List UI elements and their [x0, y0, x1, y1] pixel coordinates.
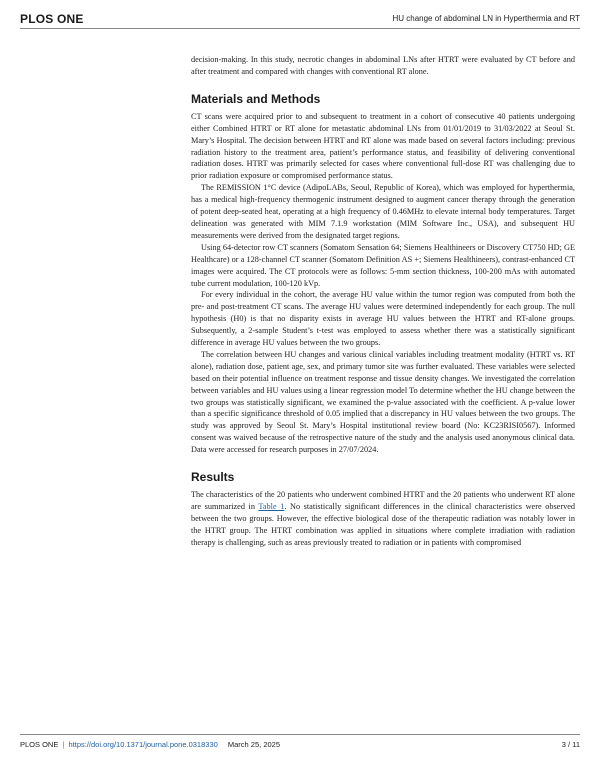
methods-paragraph-5: The correlation between HU changes and various clinical variables including treatment modality (HTRT vs. RT alone), radiation dose, patient age, sex, and primary tumor site was further evaluated. These variables were selected based on their potential influence on treatment response and tissue density changes. We investigated the correlation between variables and HU values using a linear regression model To determine whether the HU change between the two groups was statistically significant, we examined the p-value associated with the coefficient. A p-value lower than a specific significance threshold of 0.05 implied that a discrepancy in HU values between the two groups. The study was approved by Seoul St. Mary’s Hospital institutional review board (No: KC23RISI0567). Informed consent was waived because of the retrospective nature of the study and the analysis used anonymous clinical data. Data were accessed for research purposes in 27/07/2024. [191, 349, 575, 455]
intro-paragraph-tail: decision-making. In this study, necrotic changes in abdominal LNs after HTRT were evaluated by CT before and after treatment and compared with changes with conventional RT alone. [191, 55, 575, 76]
footer-citation [20, 740, 280, 749]
methods-paragraph-1: CT scans were acquired prior to and subsequent to treatment in a cohort of consecutive 40 patients undergoing either Combined HTRT or RT alone for metastatic abdominal LNs from 01/01/2019 to 31/03/2022 at Seoul St. Mary’s Hospital. The decision between HTRT and RT alone was made based on several factors including: previous radiation history to the treatment area, patient’s performance status, and feasibility of delivering conventional radiation doses. HTRT was primarily selected for cases where conventional full-dose RT was challenging due to prior radiation exposure or compromised performance status. [191, 111, 575, 181]
results-text-after-link: . No statistically significant differences in the clinical characteristics were observed between the two groups. However, the effective biological dose of the therapeutic radiation was notably lower in the HTRT group. The HTRT combination was applied in situations where complete irradiation with radiation therapy is challenging, such as areas previously treated to radiation or in patients with compromised [191, 502, 575, 547]
methods-heading: Materials and Methods [191, 91, 321, 106]
methods-paragraph-2: The REMISSION 1°C device (AdipoLABs, Seoul, Republic of Korea), which was employed for hyperthermia, has a medical high-frequency thermogenic instrument designed to augment cancer therapy through the generation of potent deep-seated heat, operating at a high frequency of 0.46MHz to elevate internal body temperatures. Target delineation was generated with MIM 7.1.9 workstation (MIM Software Inc., USA), and subsequent HU measurements were derived from the designated target regions. [191, 183, 575, 240]
page-number: 3 / 11 [561, 740, 580, 749]
results-text-before-link: The characteristics of the 20 patients who underwent combined HTRT and the 20 patients who underwent RT alone are summarized in [191, 490, 575, 511]
table-1-link[interactable]: Table 1 [258, 502, 285, 511]
page-header [20, 10, 580, 30]
footer-separator: | [62, 740, 65, 749]
journal-name: PLOS ONE [20, 12, 84, 26]
running-title: HU change of abdominal LN in Hyperthermia and RT [392, 14, 580, 23]
methods-paragraph-3: Using 64-detector row CT scanners (Somatom Sensation 64; Siemens Healthineers or Discovery CT750 HD; GE Healthcare) or a 128-channel CT scanner (Somatom Definition AS +; Siemens Healthineers), contrast-enhanced CT images were acquired. The CT protocols were as follows: 5-mm section thickness, 100-200 mAs with automated tube current modulation, 100-120 kVp. [191, 242, 575, 288]
methods-paragraph-4: For every individual in the cohort, the average HU value within the tumor region was computed from both the pre- and post-treatment CT scans. The average HU values were determined independently for each group. The null hypothesis (H0) is that no disparity exists in average HU values between the HTRT and RT-alone groups. Subsequently, a 2-sample Student’s t-test was employed to assess whether there was a statistically significant difference in average HU values between the two groups. [191, 290, 575, 348]
doi-link[interactable]: https://doi.org/10.1371/journal.pone.0318330 [68, 740, 218, 749]
page-footer [20, 740, 580, 754]
footer-divider [20, 734, 580, 735]
header-divider [20, 28, 580, 29]
results-paragraph-1 [191, 489, 575, 549]
footer-journal: PLOS ONE [20, 740, 59, 749]
publication-date: March 25, 2025 [227, 740, 281, 749]
article-body [191, 54, 575, 549]
results-heading: Results [191, 470, 235, 485]
